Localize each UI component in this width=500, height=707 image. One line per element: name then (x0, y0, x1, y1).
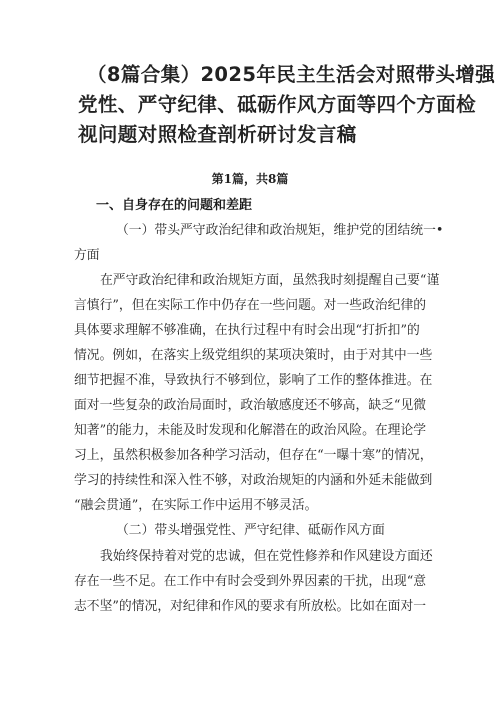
part-label: 第1篇，共8篇 (211, 172, 289, 186)
body-line: 我始终保持着对党的忠诚，但在党性修养和作风建设方面还 (100, 549, 433, 564)
body-line: “融会贯通”，在实际工作中运用不够灵活。 (74, 498, 318, 513)
subsection-heading: （二）带头增强党性、严守纪律、砥砺作风方面 (116, 523, 385, 538)
body-line: 具体要求理解不够准确，在执行过程中有时会出现“打折扣”的 (74, 323, 420, 338)
body-line: 细节把握不准，导致执行不够到位，影响了工作的整体推进。在 (74, 373, 433, 388)
body-line: 方面 (74, 248, 100, 263)
body-line: 学习的持续性和深入性不够，对政治规矩的内涵和外延未能做到 (74, 473, 433, 488)
body-line: 习上，虽然积极参加各种学习活动，但存在“一曝十寒”的情况， (74, 448, 433, 463)
title-line: 党性、严守纪律、砥砺作风方面等四个方面检 (78, 93, 477, 116)
body-line: 存在一些不足。在工作中有时会受到外界因素的干扰，出现“意 (74, 574, 427, 589)
title-line: （8篇合集）2025年民主生活会对照带头增强 (87, 63, 496, 86)
section-heading: 一、自身存在的问题和差距 (96, 198, 253, 213)
body-line: 言慎行”，但在实际工作中仍存在一些问题。对一些政治纪律的 (74, 298, 427, 313)
title-line: 视问题对照检查剖析研讨发言稿 (78, 123, 357, 146)
body-line: 情况。例如，在落实上级党组织的某项决策时，由于对其中一些 (74, 348, 433, 363)
body-line: 在严守政治纪律和政治规矩方面，虽然我时刻提醒自己要“谨 (100, 273, 440, 288)
document-title (78, 60, 496, 150)
subsection-heading: （一）带头严守政治纪律和政治规矩，维护党的团结统一• (116, 223, 444, 238)
body-line: 志不坚”的情况，对纪律和作风的要求有所放松。比如在面对一 (74, 599, 427, 614)
body-line: 面对一些复杂的政治局面时，政治敏感度还不够高，缺乏“见微 (74, 398, 427, 413)
body-line: 知著”的能力，未能及时发现和化解潜在的政治风险。在理论学 (74, 423, 427, 438)
